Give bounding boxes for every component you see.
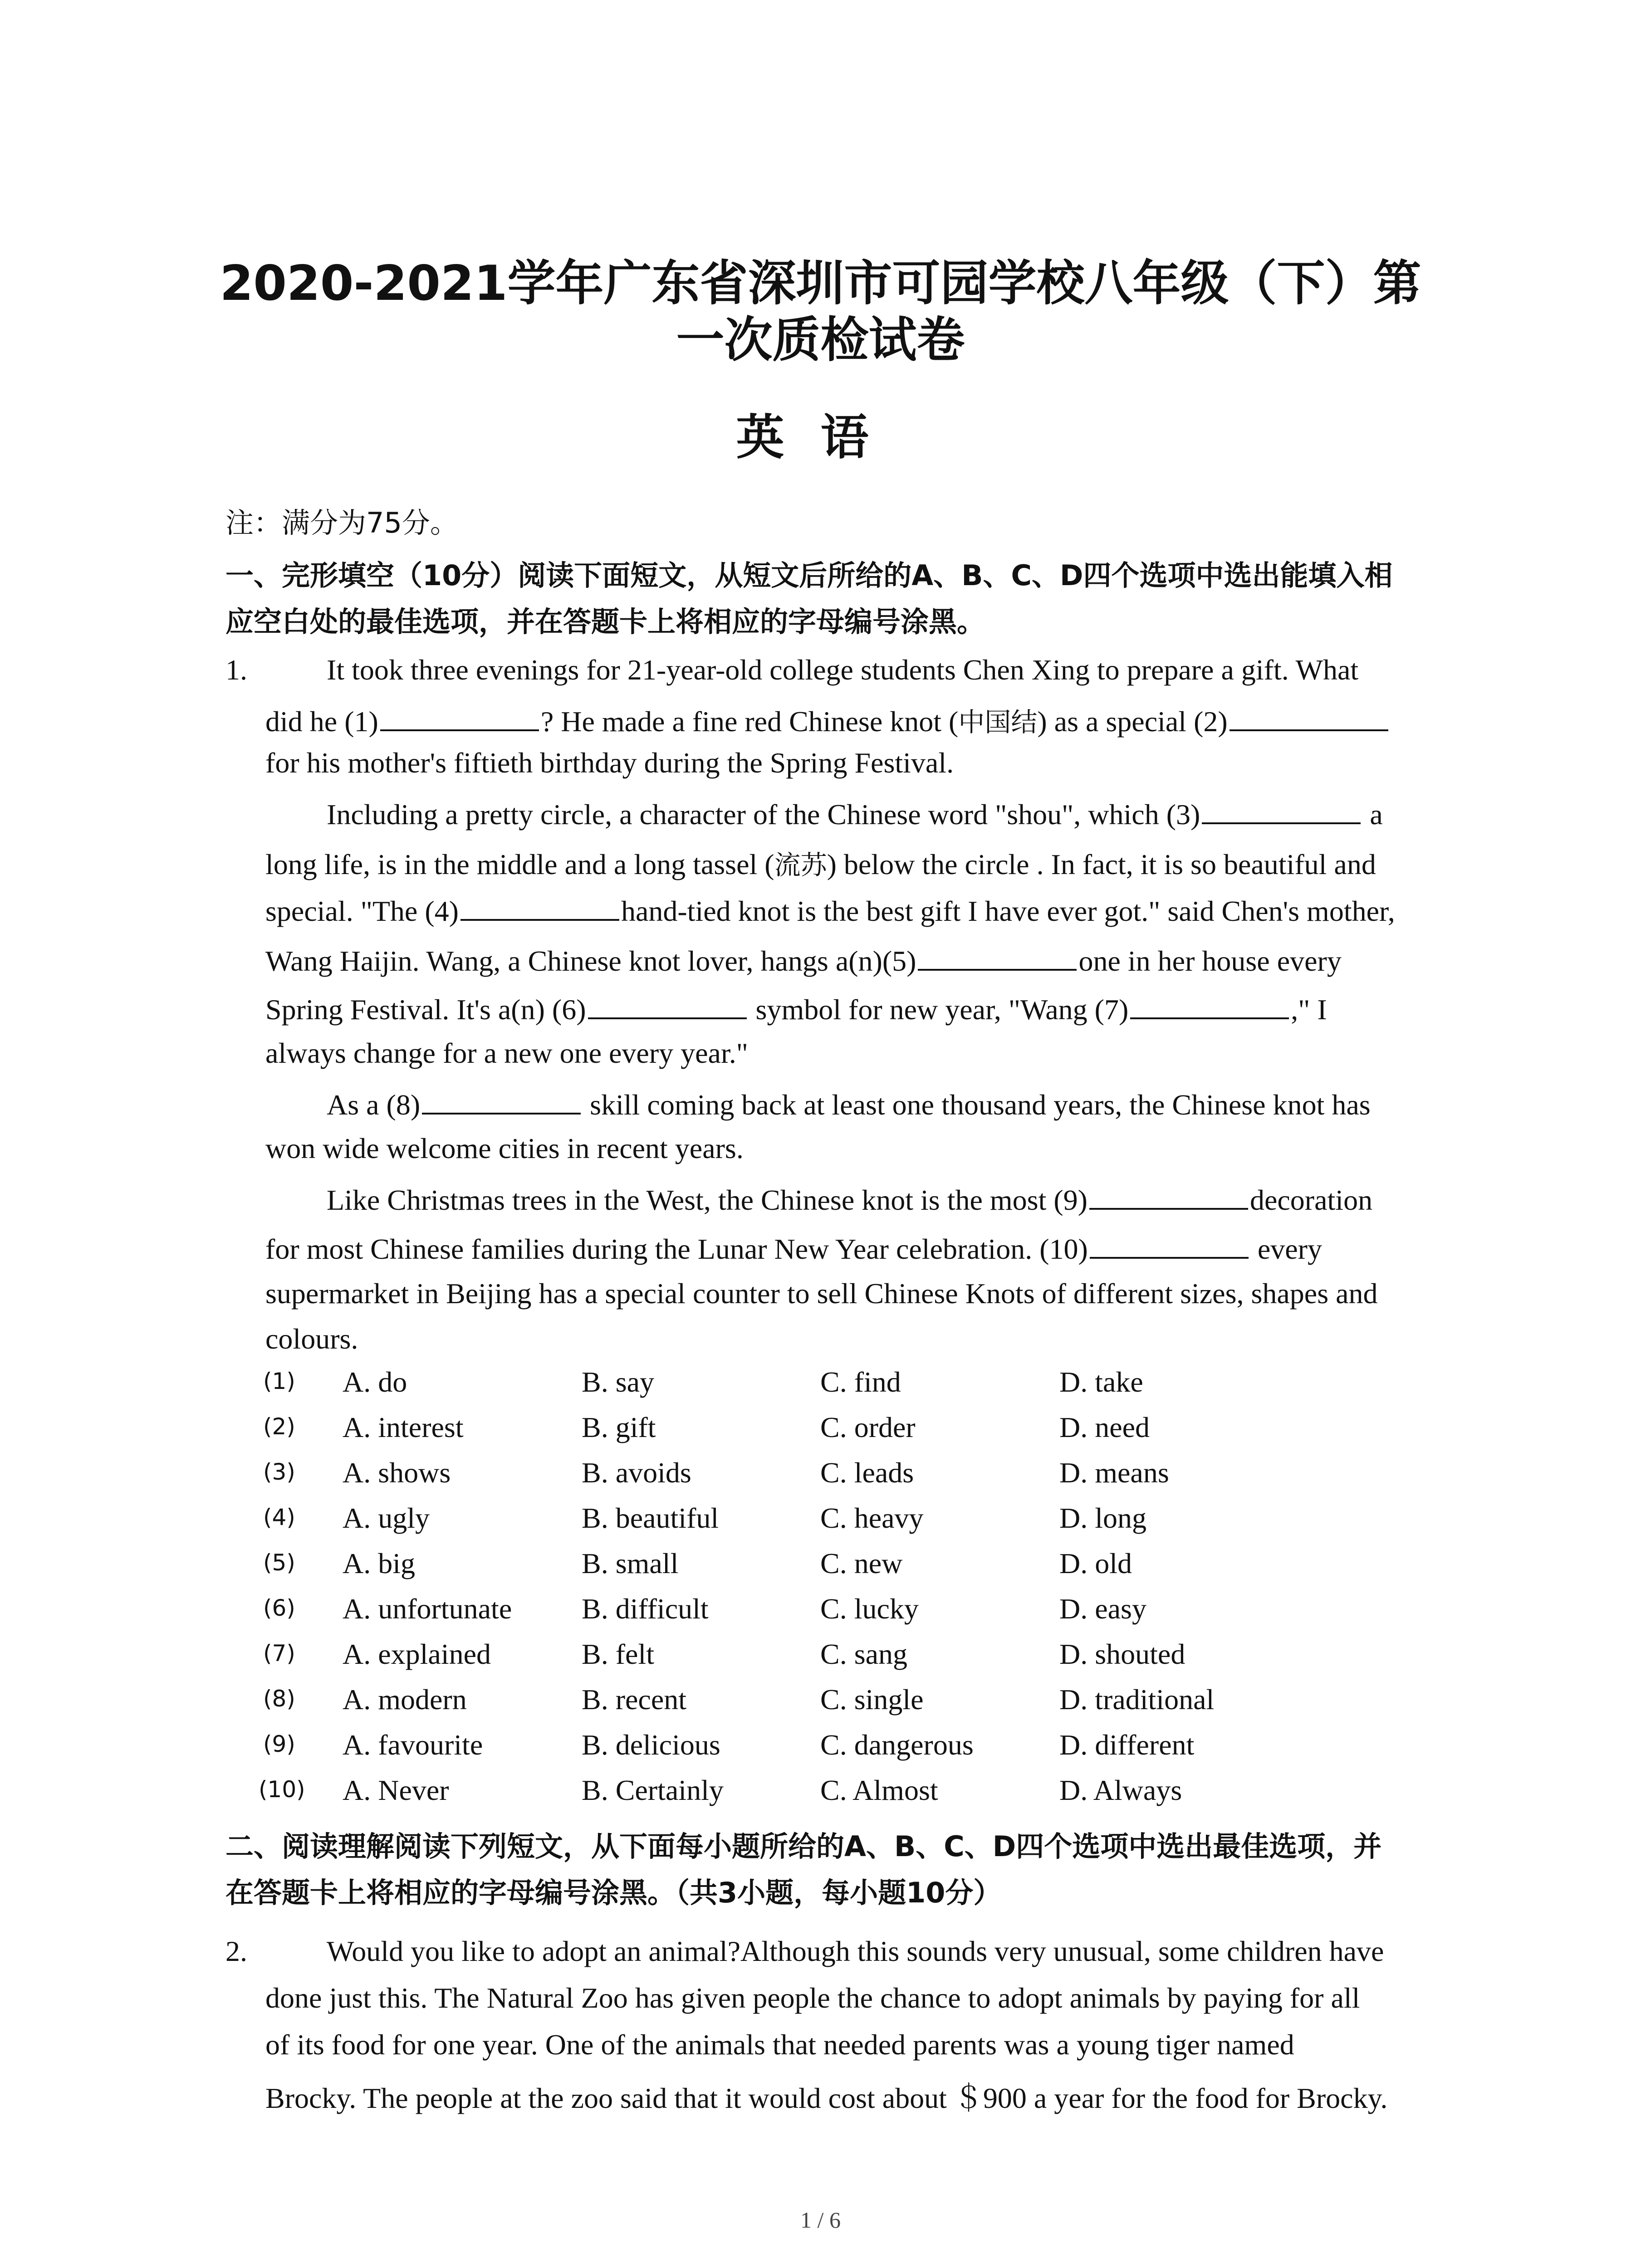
option-a[interactable]: A. modern — [343, 1683, 467, 1716]
option-d[interactable]: D. easy — [1059, 1593, 1146, 1625]
passage-line: colours. — [265, 1323, 358, 1355]
passage-text: Wang Haijin. Wang, a Chinese knot lover, hangs a(n)(5) — [265, 945, 916, 977]
option-c[interactable]: C. dangerous — [820, 1729, 974, 1761]
passage-text: Including a pretty circle, a character of the Chinese word "shou", which (3) — [327, 798, 1200, 831]
option-c[interactable]: C. order — [820, 1411, 916, 1443]
option-number: (1) — [263, 1368, 295, 1394]
passage-line: for his mother's fiftieth birthday during the Spring Festival. — [265, 747, 954, 779]
section2-heading-line1: 二、阅读理解阅读下列短文，从下面每小题所给的A、B、C、D四个选项中选出最佳选项，并 — [225, 1830, 1382, 1863]
passage-line: Would you like to adopt an animal?Although this sounds very unusual, some children have — [327, 1935, 1384, 1967]
question-number-2: 2. — [225, 1935, 247, 1967]
passage-text: ," I — [1291, 993, 1327, 1026]
section1-heading-line1: 一、完形填空（10分）阅读下面短文，从短文后所给的A、B、C、D四个选项中选出能填入相 — [225, 559, 1393, 592]
passage-line: Brocky. The people at the zoo said that it would cost about ＄900 a year for the food for Brocky. — [265, 2082, 1388, 2114]
option-number: (7) — [263, 1640, 295, 1667]
option-b[interactable]: B. recent — [582, 1683, 686, 1716]
option-d[interactable]: D. different — [1059, 1729, 1195, 1761]
passage-line: supermarket in Beijing has a special counter to sell Chinese Knots of different sizes, shapes and — [265, 1277, 1378, 1310]
section2-heading-line2: 在答题卡上将相应的字母编号涂黑。（共3小题，每小题10分） — [225, 1876, 1002, 1909]
passage-text: skill coming back at least one thousand years, the Chinese knot has — [583, 1089, 1371, 1121]
passage-line — [265, 991, 1327, 1026]
answer-blank-6 — [588, 991, 747, 1019]
passage-line — [265, 844, 1376, 882]
option-a[interactable]: A. do — [343, 1366, 407, 1398]
option-number: (6) — [263, 1595, 295, 1621]
option-b[interactable]: B. gift — [582, 1411, 656, 1443]
option-d[interactable]: D. shouted — [1059, 1638, 1185, 1670]
answer-blank-9 — [1089, 1182, 1248, 1210]
subject-title: 英语 — [736, 410, 905, 465]
option-a[interactable]: A. ugly — [343, 1502, 430, 1534]
option-a[interactable]: A. favourite — [343, 1729, 483, 1761]
passage-text: special. "The (4) — [265, 895, 459, 927]
option-b[interactable]: B. felt — [582, 1638, 654, 1670]
page-title-line2: 一次质检试卷 — [676, 312, 965, 368]
score-note: 注：满分为75分。 — [225, 506, 458, 539]
passage-line: done just this. The Natural Zoo has given people the chance to adopt animals by paying for all — [265, 1982, 1360, 2014]
passage-text: ) below the circle . In fact, it is so beautiful and — [827, 848, 1376, 880]
option-d[interactable]: D. need — [1059, 1411, 1150, 1443]
option-b[interactable]: B. delicious — [582, 1729, 720, 1761]
option-c[interactable]: C. heavy — [820, 1502, 924, 1534]
option-c[interactable]: C. leads — [820, 1457, 914, 1489]
answer-blank-8 — [422, 1086, 581, 1114]
answer-blank-4 — [460, 893, 619, 921]
option-c[interactable]: C. single — [820, 1683, 924, 1716]
passage-text: hand-tied knot is the best gift I have ever got." said Chen's mother, — [621, 895, 1395, 927]
answer-blank-10 — [1090, 1231, 1249, 1259]
answer-blank-1 — [380, 703, 539, 731]
option-a[interactable]: A. Never — [343, 1774, 449, 1806]
option-number: (2) — [263, 1413, 295, 1440]
passage-text: one in her house every — [1078, 945, 1342, 977]
page-number: 1 / 6 — [800, 2207, 841, 2233]
answer-blank-7 — [1130, 991, 1289, 1019]
section1-heading — [225, 552, 1446, 645]
answer-blank-5 — [918, 943, 1077, 971]
option-b[interactable]: B. Certainly — [582, 1774, 724, 1806]
passage-text: every — [1250, 1233, 1322, 1265]
option-a[interactable]: A. big — [343, 1547, 415, 1579]
passage-text: decoration — [1249, 1184, 1373, 1216]
option-number: (8) — [263, 1686, 295, 1712]
passage-line — [265, 893, 1395, 928]
passage-text: ? He made a fine red Chinese knot ( — [540, 705, 959, 738]
option-b[interactable]: B. small — [582, 1547, 679, 1579]
passage-text: for most Chinese families during the Lunar New Year celebration. (10) — [265, 1233, 1088, 1265]
passage-line: of its food for one year. One of the animals that needed parents was a young tiger named — [265, 2028, 1294, 2061]
answer-blank-2 — [1230, 703, 1388, 731]
section2-heading — [225, 1823, 1446, 1916]
passage-line: It took three evenings for 21-year-old college students Chen Xing to prepare a gift. What — [327, 654, 1359, 686]
option-c[interactable]: C. Almost — [820, 1774, 938, 1806]
passage-line — [327, 1086, 1371, 1122]
option-b[interactable]: B. say — [582, 1366, 654, 1398]
option-d[interactable]: D. means — [1059, 1457, 1169, 1489]
passage-text: long life, is in the middle and a long tassel ( — [265, 848, 774, 880]
option-c[interactable]: C. sang — [820, 1638, 907, 1670]
option-number: (3) — [263, 1459, 295, 1485]
passage-line: won wide welcome cities in recent years. — [265, 1132, 744, 1164]
option-a[interactable]: A. explained — [343, 1638, 491, 1670]
option-number: (4) — [263, 1504, 295, 1530]
passage-line — [327, 796, 1383, 831]
passage-line — [265, 1231, 1322, 1266]
passage-text: ) as a special (2) — [1037, 705, 1228, 738]
passage-line — [265, 701, 1390, 739]
option-number: (5) — [263, 1549, 295, 1576]
option-c[interactable]: C. lucky — [820, 1593, 919, 1625]
option-d[interactable]: D. old — [1059, 1547, 1132, 1579]
answer-blank-3 — [1202, 796, 1361, 824]
passage-text: a — [1362, 798, 1383, 831]
section1-heading-line2: 应空白处的最佳选项，并在答题卡上将相应的字母编号涂黑。 — [225, 605, 985, 638]
chinese-gloss: 中国结 — [958, 707, 1038, 738]
passage-text: symbol for new year, "Wang (7) — [748, 993, 1129, 1026]
option-d[interactable]: D. traditional — [1059, 1683, 1215, 1716]
passage-text: Spring Festival. It's a(n) (6) — [265, 993, 586, 1026]
option-d[interactable]: D. Always — [1059, 1774, 1182, 1806]
option-a[interactable]: A. interest — [343, 1411, 464, 1443]
option-c[interactable]: C. new — [820, 1547, 903, 1579]
chinese-gloss: 流苏 — [774, 850, 827, 880]
option-c[interactable]: C. find — [820, 1366, 901, 1398]
question-number-1: 1. — [225, 654, 247, 686]
passage-text: Like Christmas trees in the West, the Chinese knot is the most (9) — [327, 1184, 1087, 1216]
page-title-line1: 2020-2021学年广东省深圳市可园学校八年级（下）第 — [220, 255, 1421, 311]
passage-text: did he (1) — [265, 705, 378, 738]
option-a[interactable]: A. unfortunate — [343, 1593, 512, 1625]
passage-text: As a (8) — [327, 1089, 421, 1121]
option-d[interactable]: D. long — [1059, 1502, 1146, 1534]
passage-line — [265, 943, 1342, 978]
passage-line: always change for a new one every year." — [265, 1037, 748, 1069]
option-number: (9) — [263, 1731, 295, 1757]
option-b[interactable]: B. difficult — [582, 1593, 709, 1625]
option-a[interactable]: A. shows — [343, 1457, 451, 1489]
option-b[interactable]: B. beautiful — [582, 1502, 719, 1534]
option-b[interactable]: B. avoids — [582, 1457, 691, 1489]
option-number: (10) — [259, 1776, 305, 1803]
option-d[interactable]: D. take — [1059, 1366, 1143, 1398]
passage-line — [327, 1182, 1372, 1217]
